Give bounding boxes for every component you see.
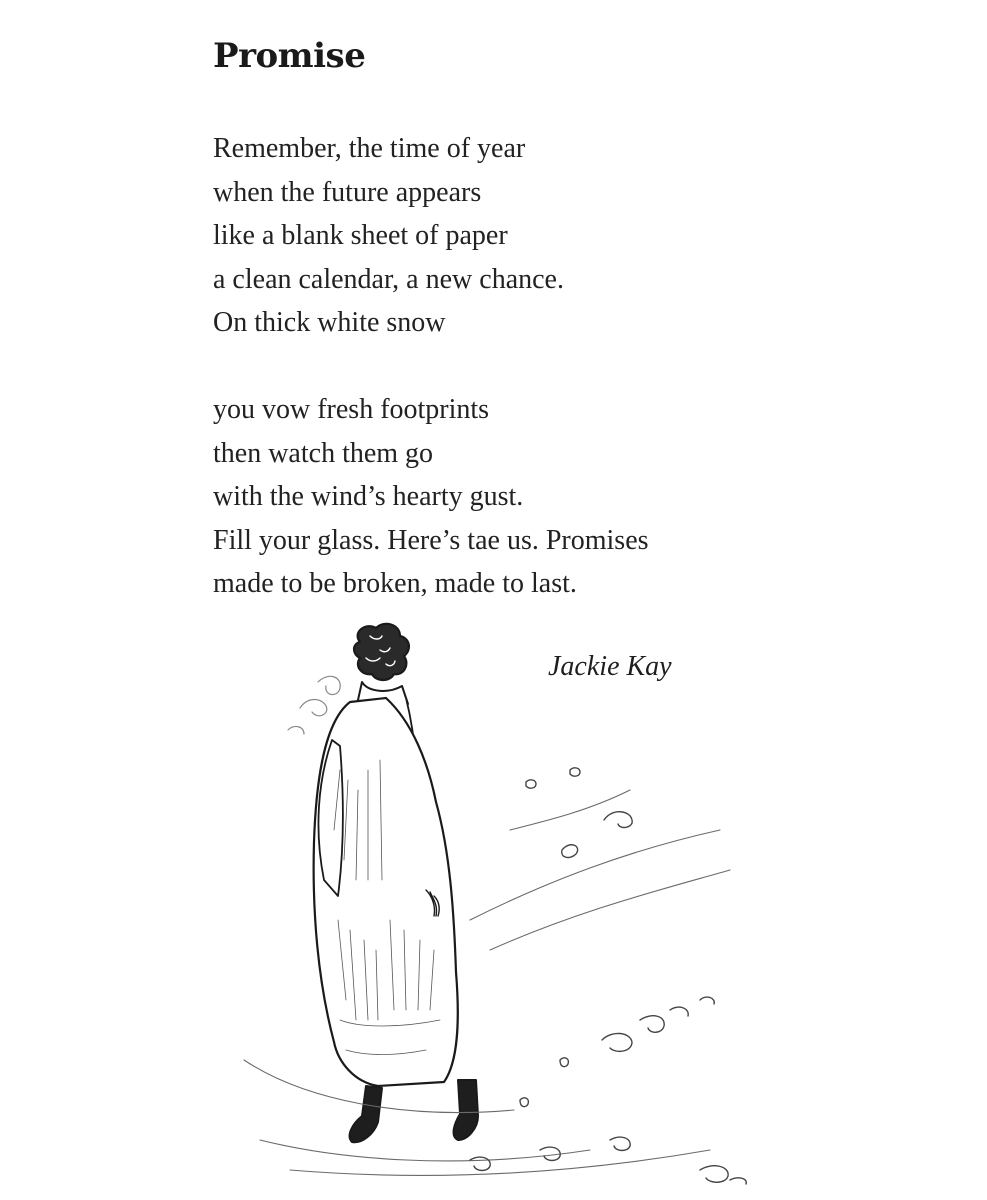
poem-line: Fill your glass. Here’s tae us. Promises — [213, 524, 649, 556]
poem-line: like a blank sheet of paper — [213, 220, 508, 251]
poem-line: Remember, the time of year — [213, 133, 526, 164]
poem-stanza-2 — [213, 388, 649, 606]
poem-line: with the wind’s hearty gust. — [213, 481, 524, 512]
poem-title: Promise — [213, 36, 366, 76]
poem-line: made to be broken, made to last. — [213, 568, 577, 599]
poem-line: then watch them go — [213, 437, 434, 469]
poem-line: On thick white snow — [213, 307, 446, 338]
poem-line: a clean calendar, a new chance. — [213, 263, 564, 295]
walking-figure-in-snow-icon — [230, 620, 790, 1200]
poem-stanza-1 — [213, 127, 564, 345]
poem-line: when the future appears — [213, 176, 482, 208]
poem-line: you vow fresh footprints — [213, 394, 490, 425]
poem-author: Jackie Kay — [548, 651, 672, 682]
